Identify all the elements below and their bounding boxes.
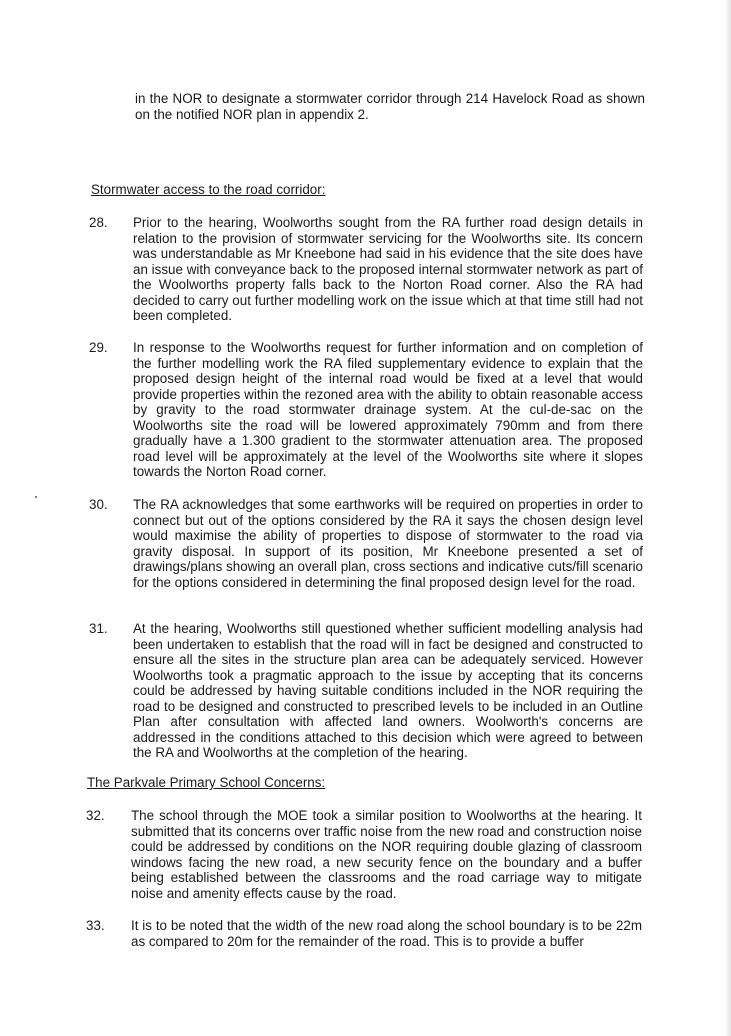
page-edge-shadow — [725, 0, 731, 1036]
paragraph-text: The RA acknowledges that some earthworks will be required on properties in order to connect but out of the options considered by the RA it says the chosen design level would maximise the ability of properties to dispose of stormwater to the road via gravity disposal. In support of its position, Mr Kneebone presented a set of drawings/plans showing an overall plan, cross sections and indicative cuts/fill scenario for the options considered in determining the final proposed design level for the road. — [133, 497, 643, 590]
paragraph-text: Prior to the hearing, Woolworths sought from the RA further road design details in relation to the provision of stormwater servicing for the Woolworths site. Its concern was understandable as Mr Kneebone had said in his evidence that the site does have an issue with conveyance back to the proposed internal stormwater network as part of the Woolworths property falls back to the Norton Road corner. Also the RA had decided to carry out further modelling work on the issue which at that time still had not been completed. — [133, 215, 643, 323]
section-heading-stormwater: Stormwater access to the road corridor: — [91, 182, 326, 197]
paragraph-text: It is to be noted that the width of the new road along the school boundary is to be 22m as compared to 20m for the remainder of the road. This is to provide a buffer — [131, 918, 642, 949]
paragraph-text: The school through the MOE took a similar position to Woolworths at the hearing. It submitted that its concerns over traffic noise from the new road and construction noise could be addressed by conditions on the NOR requiring double glazing of classroom windows facing the new road, a new security fence on the boundary and a buffer being established between the classrooms and the road carriage way to mitigate noise and amenity effects cause by the road. — [131, 808, 642, 901]
paragraph-text: In response to the Woolworths request for further information and on completion of the further modelling work the RA filed supplementary evidence to explain that the proposed design height of the internal road would be fixed at a level that would provide properties within the rezoned area with the ability to obtain reasonable access by gravity to the road stormwater drainage system. At the cul-de-sac on the Woolworths site the road will be lowered approximately 790mm and from there gradually have a 1.300 gradient to the stormwater attenuation area. The proposed road level will be approximately at the level of the Woolworths site where it slopes towards the Norton Road corner. — [133, 340, 643, 479]
scan-speck — [35, 496, 37, 498]
paragraph-number: 29. — [89, 340, 108, 355]
paragraph-number: 33. — [86, 918, 105, 933]
intro-paragraph: in the NOR to designate a stormwater corridor through 214 Havelock Road as shown on the notified NOR plan in appendix 2. — [135, 91, 645, 122]
paragraph-number: 30. — [89, 497, 108, 512]
paragraph-number: 28. — [89, 215, 108, 230]
paragraph-number: 31. — [89, 621, 108, 636]
paragraph-number: 32. — [86, 808, 105, 823]
paragraph-text: At the hearing, Woolworths still questioned whether sufficient modelling analysis had been undertaken to establish that the road will in fact be designed and constructed to ensure all the sites in the structure plan area can be adequately serviced. However Woolworths took a pragmatic approach to the issue by accepting that its concerns could be addressed by having suitable conditions included in the NOR requiring the road to be designed and constructed to prescribed levels to be included in an Outline Plan after consultation with affected land owners. Woolworth's concerns are addressed in the conditions attached to this decision which were agreed to between the RA and Woolworths at the completion of the hearing. — [133, 621, 643, 760]
section-heading-school-concerns: The Parkvale Primary School Concerns: — [87, 775, 326, 790]
